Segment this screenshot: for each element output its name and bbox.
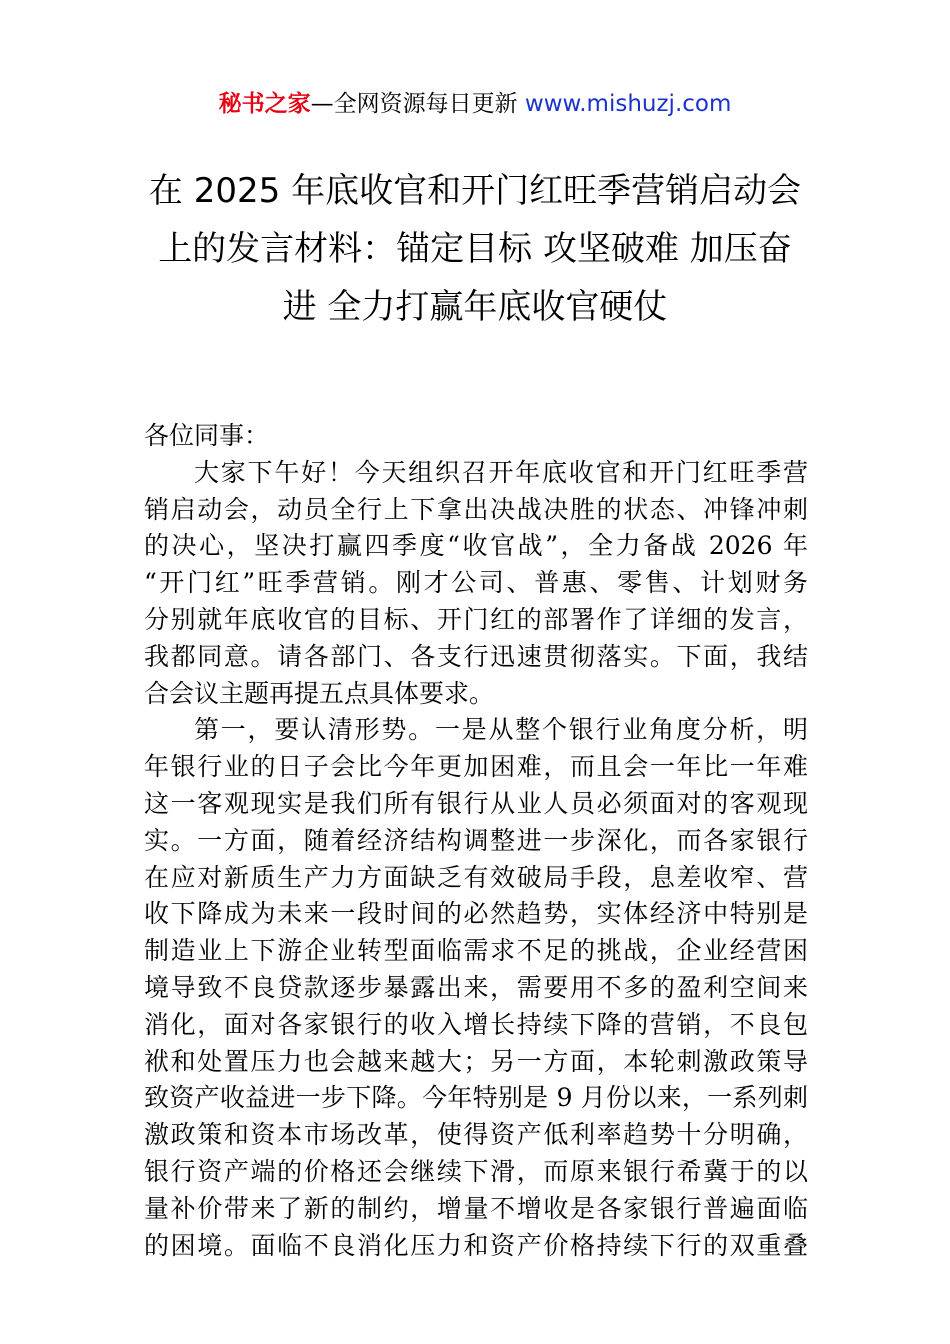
paragraph-1-line: 的决心，坚决打赢四季度“收官战”，全力备战 2026 年 bbox=[144, 531, 808, 561]
salutation: 各位同事： bbox=[144, 421, 270, 450]
paragraph-1-line: 我都同意。请各部门、各支行迅速贯彻落实。下面，我结 bbox=[144, 641, 808, 671]
paragraph-2-line: 境导致不良贷款逐步暴露出来，需要用不多的盈利空间来 bbox=[144, 972, 808, 1002]
site-url-link[interactable]: www.mishuzj.com bbox=[524, 91, 732, 117]
title-line-2: 上的发言材料：锚定目标 攻坚破难 加压奋 bbox=[158, 229, 792, 269]
paragraph-1-line: 合会议主题再提五点具体要求。 bbox=[144, 678, 495, 708]
paragraph-2-line: 实。一方面，随着经济结构调整进一步深化，而各家银行 bbox=[144, 825, 808, 855]
paragraph-2-line: 银行资产端的价格还会继续下滑，而原来银行希冀于的以 bbox=[144, 1156, 808, 1186]
paragraph-2-line: 激政策和资本市场改革，使得资产低利率趋势十分明确， bbox=[144, 1120, 808, 1150]
document-title bbox=[120, 162, 830, 336]
paragraph-1-line: 大家下午好！今天组织召开年底收官和开门红旺季营 bbox=[194, 457, 808, 487]
site-header bbox=[0, 88, 950, 120]
paragraph-1-line: 分别就年底收官的目标、开门红的部署作了详细的发言， bbox=[144, 604, 808, 634]
paragraph-2-line: 量补价带来了新的制约，增量不增收是各家银行普遍面临 bbox=[144, 1193, 808, 1223]
paragraph-2 bbox=[144, 712, 808, 1264]
paragraph-2-line: 第一，要认清形势。一是从整个银行业角度分析，明 bbox=[194, 715, 808, 745]
title-line-1: 在 2025 年底收官和开门红旺季营销启动会 bbox=[148, 171, 802, 211]
site-tagline: —全网资源每日更新 bbox=[310, 91, 525, 117]
site-brand: 秘书之家 bbox=[218, 91, 311, 117]
paragraph-1-line: 销启动会，动员全行上下拿出决战决胜的状态、冲锋冲刺 bbox=[144, 494, 808, 524]
paragraph-1-line: “开门红”旺季营销。刚才公司、普惠、零售、计划财务 bbox=[144, 568, 808, 598]
paragraph-1 bbox=[144, 455, 808, 713]
paragraph-2-line: 袱和处置压力也会越来越大；另一方面，本轮刺激政策导 bbox=[144, 1046, 808, 1076]
paragraph-2-line: 这一客观现实是我们所有银行从业人员必须面对的客观现 bbox=[144, 788, 808, 818]
paragraph-2-line: 致资产收益进一步下降。今年特别是 9 月份以来，一系列刺 bbox=[144, 1083, 808, 1113]
paragraph-2-line: 在应对新质生产力方面缺乏有效破局手段，息差收窄、营 bbox=[144, 862, 808, 892]
paragraph-2-line: 收下降成为未来一段时间的必然趋势，实体经济中特别是 bbox=[144, 899, 808, 929]
paragraph-2-line: 年银行业的日子会比今年更加困难，而且会一年比一年难 bbox=[144, 752, 808, 782]
document-body bbox=[144, 418, 808, 1264]
paragraph-2-line: 消化，面对各家银行的收入增长持续下降的营销，不良包 bbox=[144, 1009, 808, 1039]
paragraph-2-line: 的困境。面临不良消化压力和资产价格持续下行的双重叠 bbox=[144, 1230, 808, 1260]
title-line-3: 进 全力打赢年底收官硬仗 bbox=[282, 287, 668, 327]
paragraph-2-line: 制造业上下游企业转型面临需求不足的挑战，企业经营困 bbox=[144, 936, 808, 966]
